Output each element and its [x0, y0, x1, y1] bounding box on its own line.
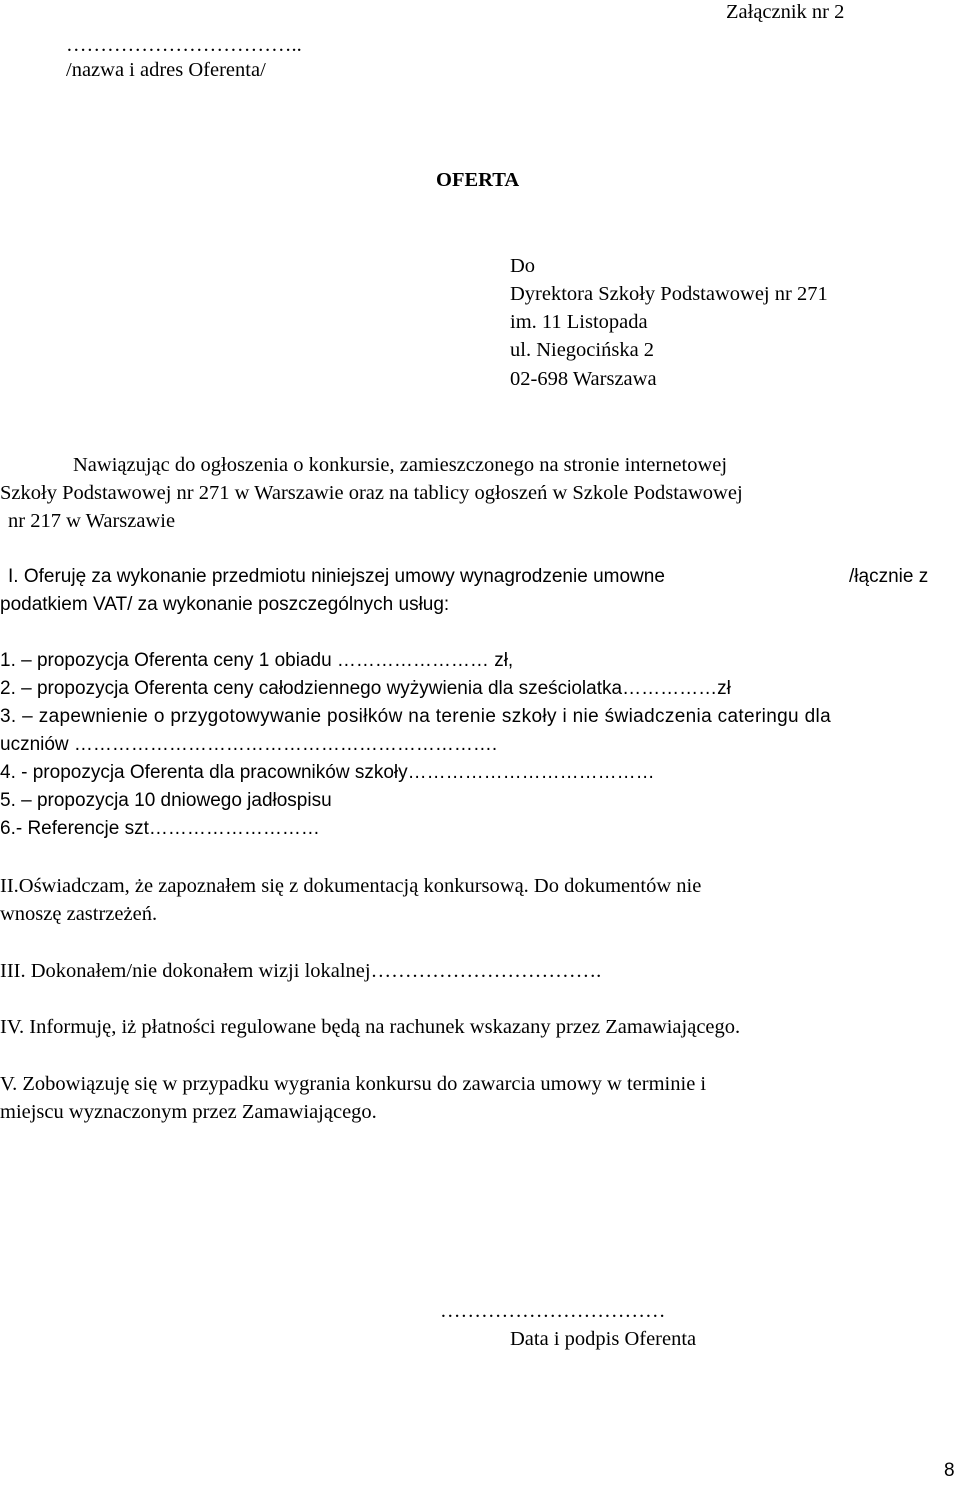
- intro-line: Nawiązując do ogłoszenia o konkursie, zamieszczonego na stronie internetowej: [73, 454, 728, 476]
- attachment-label: Załącznik nr 2: [726, 1, 845, 23]
- recipient-line: im. 11 Listopada: [510, 311, 648, 333]
- list-item: uczniów ………………………………………………………….: [0, 734, 498, 755]
- section-i-line: podatkiem VAT/ za wykonanie poszczególnych usług:: [0, 594, 450, 615]
- list-item: 4. - propozycja Oferenta dla pracowników szkoły…………………………………: [0, 762, 655, 783]
- recipient-line: Do: [510, 255, 536, 277]
- recipient-line: ul. Niegocińska 2: [510, 339, 655, 361]
- list-item: 1. – propozycja Oferenta ceny 1 obiadu …………………… zł,: [0, 650, 514, 671]
- signature-dots: ……………………………: [440, 1300, 666, 1322]
- section-ii-line: II.Oświadczam, że zapoznałem się z dokumentacją konkursową. Do dokumentów nie: [0, 875, 702, 897]
- section-i-line-right: /łącznie z: [849, 566, 929, 587]
- intro-line: Szkoły Podstawowej nr 271 w Warszawie oraz na tablicy ogłoszeń w Szkole Podstawowej: [0, 482, 743, 504]
- list-item: 5. – propozycja 10 dniowego jadłospisu: [0, 790, 332, 811]
- recipient-line: Dyrektora Szkoły Podstawowej nr 271: [510, 283, 828, 305]
- section-iv: IV. Informuję, iż płatności regulowane będą na rachunek wskazany przez Zamawiającego.: [0, 1016, 741, 1038]
- page-number: 8: [944, 1460, 955, 1481]
- section-v-line: V. Zobowiązuję się w przypadku wygrania konkursu do zawarcia umowy w terminie i: [0, 1073, 707, 1095]
- recipient-line: 02-698 Warszawa: [510, 368, 657, 390]
- section-ii-line: wnoszę zastrzeżeń.: [0, 903, 158, 925]
- oferent-placeholder-dots: ……………………………..: [66, 34, 302, 56]
- section-i-line: I. Oferuję za wykonanie przedmiotu niniejszej umowy wynagrodzenie umowne: [8, 566, 665, 587]
- oferent-name-label: /nazwa i adres Oferenta/: [66, 59, 266, 81]
- list-item: 3. – zapewnienie o przygotowywanie posiłków na terenie szkoły i nie świadczenia cateringu dla: [0, 706, 831, 727]
- list-item: 6.- Referencje szt………………………: [0, 818, 320, 839]
- signature-label: Data i podpis Oferenta: [510, 1328, 697, 1350]
- list-item: 2. – propozycja Oferenta ceny całodziennego wyżywienia dla sześciolatka……………zł: [0, 678, 731, 699]
- document-title: OFERTA: [436, 169, 520, 191]
- section-iii: III. Dokonałem/nie dokonałem wizji lokalnej…………………………….: [0, 960, 602, 982]
- intro-line: nr 217 w Warszawie: [8, 510, 176, 532]
- section-v-line: miejscu wyznaczonym przez Zamawiającego.: [0, 1101, 377, 1123]
